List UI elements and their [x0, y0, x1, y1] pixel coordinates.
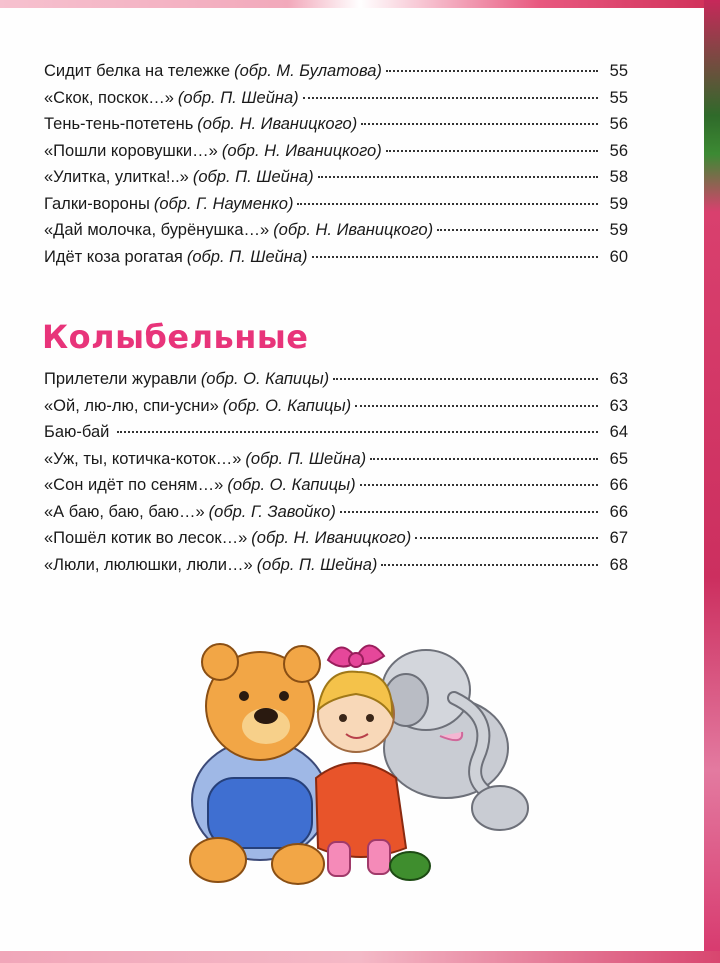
dot-leader — [361, 123, 598, 125]
entry-editor: (обр. Н. Иваницкого) — [251, 529, 412, 547]
toc-entry[interactable] — [44, 419, 628, 446]
dot-leader — [360, 484, 598, 486]
entry-editor: (обр. Н. Иваницкого) — [221, 141, 382, 160]
entry-editor: (обр. Г. Завойко) — [208, 502, 336, 521]
toc-entry[interactable] — [44, 164, 628, 191]
dot-leader — [386, 70, 598, 72]
toc-entry[interactable] — [44, 191, 628, 218]
dot-leader — [340, 511, 598, 513]
entry-title: «Улитка, улитка!..» — [44, 168, 189, 186]
entry-title: «Пошёл котик во лесок…» — [44, 529, 248, 547]
entry-title: Прилетели журавли — [44, 370, 197, 388]
dot-leader — [355, 405, 598, 407]
entry-title: Тень-тень-потетень — [44, 115, 194, 133]
entry-page-number: 59 — [609, 194, 628, 213]
entry-page-number: 65 — [609, 449, 628, 468]
toc-entry[interactable] — [44, 525, 628, 552]
entry-page-number: 55 — [609, 62, 628, 80]
toc-list-lullabies — [44, 366, 628, 578]
dot-leader — [415, 537, 598, 539]
toc-entry[interactable] — [44, 138, 628, 165]
entry-title: Баю-бай — [44, 423, 110, 441]
entry-page-number: 63 — [609, 396, 628, 415]
teddy-bear — [190, 644, 328, 884]
toc-entry[interactable] — [44, 217, 628, 244]
entry-page-number: 64 — [609, 423, 628, 441]
entry-page-number: 68 — [609, 555, 628, 574]
entry-page-number: 58 — [609, 168, 628, 186]
toc-entry[interactable] — [44, 244, 628, 271]
toys-illustration — [178, 628, 538, 888]
dot-leader — [303, 97, 598, 99]
dot-leader — [117, 431, 598, 433]
entry-editor: (обр. П. Шейна) — [256, 555, 378, 574]
entry-editor: (обр. Н. Иваницкого) — [273, 221, 434, 239]
dot-leader — [370, 458, 598, 460]
entry-title: Сидит белка на тележке — [44, 62, 231, 80]
entry-editor: (обр. О. Капицы) — [222, 396, 352, 415]
entry-editor: (обр. М. Булатова) — [234, 62, 382, 80]
entry-page-number: 59 — [609, 221, 628, 239]
toc-list-nursery — [44, 58, 628, 270]
dot-leader — [386, 150, 598, 152]
toc-entry[interactable] — [44, 85, 628, 112]
entry-editor: (обр. П. Шейна) — [245, 449, 367, 468]
dot-leader — [381, 564, 598, 566]
toy-elephant — [382, 650, 528, 830]
right-page-edge — [704, 0, 720, 963]
entry-title: «А баю, баю, баю…» — [44, 502, 205, 521]
entry-title: «Дай молочка, бурёнушка…» — [44, 221, 270, 239]
entry-editor: (обр. О. Капицы) — [200, 370, 330, 388]
entry-page-number: 67 — [609, 529, 628, 547]
dot-leader — [437, 229, 598, 231]
toc-entry[interactable] — [44, 472, 628, 499]
toc-entry[interactable] — [44, 552, 628, 579]
toc-entry[interactable] — [44, 111, 628, 138]
entry-title: «Скок, поскок…» — [44, 88, 174, 107]
entry-title: Идёт коза рогатая — [44, 247, 183, 266]
dot-leader — [312, 256, 598, 258]
entry-page-number: 56 — [609, 141, 628, 160]
entry-page-number: 63 — [609, 370, 628, 388]
bottom-page-edge — [0, 951, 720, 963]
entry-editor: (обр. П. Шейна) — [177, 88, 299, 107]
toc-entry[interactable] — [44, 393, 628, 420]
entry-title: «Уж, ты, котичка-коток…» — [44, 449, 242, 468]
entry-page-number: 56 — [609, 115, 628, 133]
entry-editor: (обр. Г. Науменко) — [153, 194, 294, 213]
entry-page-number: 60 — [609, 247, 628, 266]
entry-title: Галки-вороны — [44, 194, 150, 213]
toc-entry[interactable] — [44, 446, 628, 473]
entry-editor: (обр. О. Капицы) — [227, 476, 356, 494]
dot-leader — [333, 378, 598, 380]
entry-page-number: 66 — [609, 502, 628, 521]
entry-title: «Пошли коровушки…» — [44, 141, 218, 160]
dot-leader — [297, 203, 598, 205]
toc-entry[interactable] — [44, 499, 628, 526]
entry-editor: (обр. П. Шейна) — [192, 168, 314, 186]
toc-entry[interactable] — [44, 366, 628, 393]
top-page-edge — [0, 0, 720, 8]
section-heading-lullabies: Колыбельные — [42, 318, 309, 356]
entry-title: «Люли, люлюшки, люли…» — [44, 555, 253, 574]
entry-editor: (обр. Н. Иваницкого) — [197, 115, 358, 133]
dot-leader — [318, 176, 598, 178]
entry-page-number: 55 — [609, 88, 628, 107]
entry-title: «Сон идёт по сеням…» — [44, 476, 224, 494]
toc-entry[interactable] — [44, 58, 628, 85]
entry-editor: (обр. П. Шейна) — [186, 247, 308, 266]
entry-title: «Ой, лю-лю, спи-усни» — [44, 396, 219, 415]
entry-page-number: 66 — [609, 476, 628, 494]
